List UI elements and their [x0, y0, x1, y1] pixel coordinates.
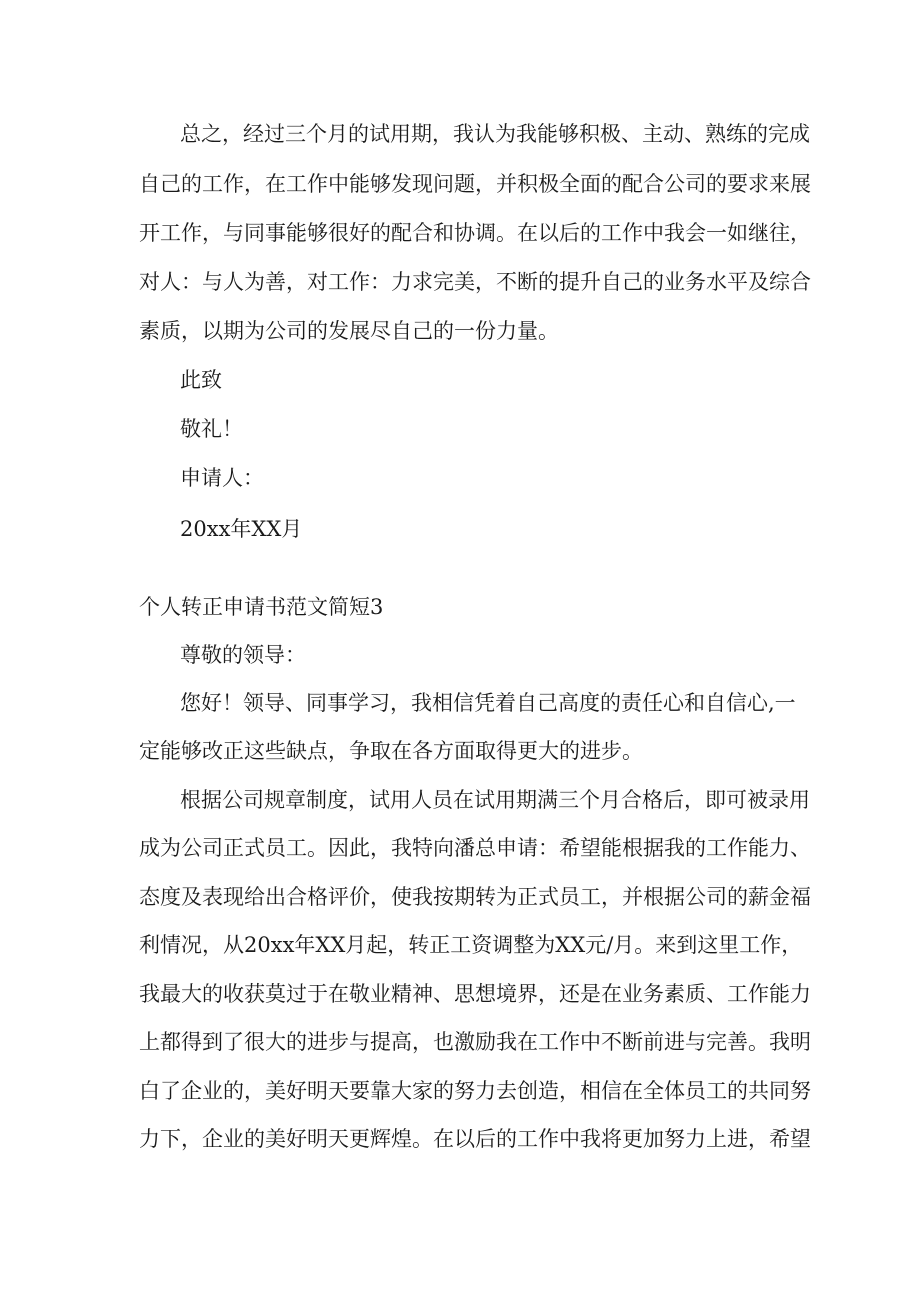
body-text-line: 您好！领导、同事学习，我相信凭着自己高度的责任心和自信心,一 — [180, 691, 796, 715]
letter-regards: 敬礼！ — [180, 417, 243, 441]
body-text-line: 素质，以期为公司的发展尽自己的一份力量。 — [139, 319, 559, 343]
body-text-line: 总之，经过三个月的试用期，我认为我能够积极、主动、熟练的完成 — [180, 122, 810, 146]
letter-greeting: 尊敬的领导： — [180, 643, 306, 667]
body-text-line: 上都得到了很大的进步与提高，也激励我在工作中不断前进与完善。我明 — [139, 1030, 811, 1054]
body-text-line: 自己的工作，在工作中能够发现问题，并积极全面的配合公司的要求来展 — [139, 172, 811, 196]
body-text-line: 对人：与人为善，对工作：力求完美，不断的提升自己的业务水平及综合 — [139, 270, 811, 294]
body-text-line: 成为公司正式员工。因此，我特向潘总申请：希望能根据我的工作能力、 — [139, 836, 811, 860]
section-title: 个人转正申请书范文简短3 — [139, 595, 384, 619]
body-text-line: 开工作，与同事能够很好的配合和协调。在以后的工作中我会一如继往， — [139, 221, 811, 245]
body-text-line: 根据公司规章制度，试用人员在试用期满三个月合格后，即可被录用 — [180, 788, 810, 812]
letter-salutation: 此致 — [180, 368, 222, 392]
body-text-line: 我最大的收获莫过于在敬业精神、思想境界，还是在业务素质、工作能力 — [139, 982, 811, 1006]
body-text-line: 力下，企业的美好明天更辉煌。在以后的工作中我将更加努力上进，希望 — [139, 1127, 811, 1151]
letter-date: 20xx年XX月 — [180, 517, 303, 541]
body-text-line: 态度及表现给出合格评价，使我按期转为正式员工，并根据公司的薪金福 — [139, 885, 811, 909]
body-text-line: 定能够改正这些缺点，争取在各方面取得更大的进步。 — [139, 739, 643, 763]
body-text-line: 白了企业的，美好明天要靠大家的努力去创造，相信在全体员工的共同努 — [139, 1079, 811, 1103]
applicant-label: 申请人： — [180, 466, 264, 490]
body-text-line: 利情况，从20xx年XX月起，转正工资调整为XX元/月。来到这里工作， — [139, 933, 803, 957]
